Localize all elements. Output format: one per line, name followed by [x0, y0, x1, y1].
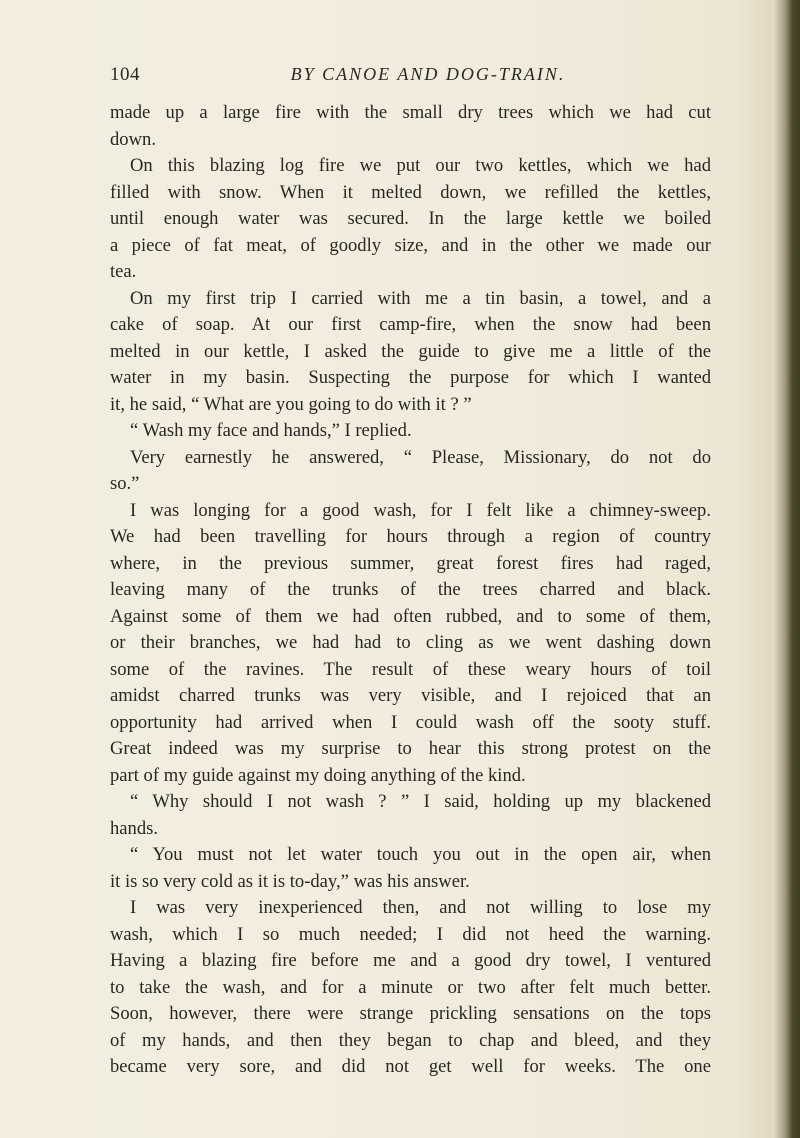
text-line: “ You must not let water touch you out in the open air, when	[130, 844, 711, 865]
text-line: water in my basin. Suspecting the purpose for which I wanted	[110, 367, 711, 388]
text-line: tea.	[110, 261, 137, 282]
page-header	[110, 64, 710, 90]
text-line: “ Wash my face and hands,” I replied.	[130, 420, 412, 441]
text-line: Soon, however, there were strange prickling sensations on the tops	[110, 1003, 711, 1024]
text-line: became very sore, and did not get well for weeks. The one	[110, 1056, 711, 1077]
body-text	[110, 100, 711, 1081]
text-line: some of the ravines. The result of these weary hours of toil	[110, 658, 711, 680]
text-line: a piece of fat meat, of goodly size, and in the other we made our	[110, 234, 711, 256]
running-title: BY CANOE AND DOG-TRAIN.	[290, 64, 566, 84]
text-line: or their branches, we had had to cling as we went dashing down	[110, 632, 711, 653]
text-line: it is so very cold as it is to-day,” was his answer.	[110, 870, 470, 892]
text-line: down.	[110, 128, 156, 150]
text-line: On my first trip I carried with me a tin basin, a towel, and a	[130, 287, 711, 309]
text-line: wash, which I so much needed; I did not heed the warning.	[110, 923, 711, 945]
text-line: I was longing for a good wash, for I felt like a chimney-sweep.	[130, 499, 711, 521]
text-line: leaving many of the trunks of the trees charred and black.	[110, 579, 711, 600]
text-line: filled with snow. When it melted down, we refilled the kettles,	[110, 181, 711, 203]
text-line: Very earnestly he answered, “ Please, Missionary, do not do	[130, 446, 711, 468]
text-line: to take the wash, and for a minute or two after felt much better.	[110, 976, 711, 998]
text-line: opportunity had arrived when I could wash off the sooty stuff.	[110, 711, 711, 733]
text-line: “ Why should I not wash ? ” I said, holding up my blackened	[130, 791, 711, 812]
text-line: it, he said, “ What are you going to do with it ? ”	[110, 393, 472, 415]
text-line: melted in our kettle, I asked the guide to give me a little of the	[110, 340, 711, 362]
text-line: part of my guide against my doing anything of the kind.	[110, 764, 526, 786]
page-edge-shadow	[774, 0, 800, 1138]
text-line: Great indeed was my surprise to hear this strong protest on the	[110, 738, 711, 759]
text-line: I was very inexperienced then, and not willing to lose my	[130, 897, 711, 918]
text-line: On this blazing log fire we put our two kettles, which we had	[130, 155, 711, 176]
page-number: 104	[110, 64, 140, 85]
text-line: until enough water was secured. In the large kettle we boiled	[110, 208, 711, 229]
text-line: We had been travelling for hours through a region of country	[110, 526, 711, 547]
text-line: so.”	[110, 473, 140, 494]
text-line: cake of soap. At our first camp-fire, when the snow had been	[110, 314, 711, 335]
text-line: of my hands, and then they began to chap and bleed, and they	[110, 1029, 711, 1051]
text-line: hands.	[110, 817, 159, 839]
text-line: Against some of them we had often rubbed, and to some of them,	[110, 605, 711, 627]
text-line: Having a blazing fire before me and a good dry towel, I ventured	[110, 950, 711, 971]
text-line: where, in the previous summer, great forest fires had raged,	[110, 552, 711, 574]
text-line: amidst charred trunks was very visible, and I rejoiced that an	[110, 685, 711, 706]
text-line: made up a large fire with the small dry trees which we had cut	[110, 102, 711, 123]
